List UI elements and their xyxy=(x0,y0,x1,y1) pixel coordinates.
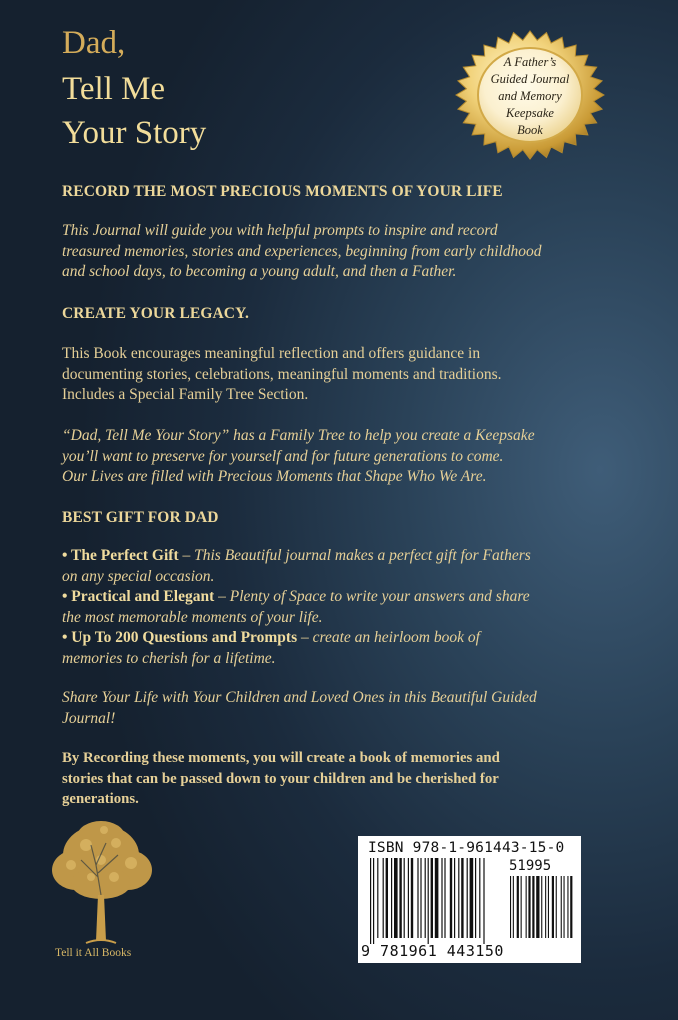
section-heading-legacy: CREATE YOUR LEGACY. xyxy=(62,305,249,322)
bullet-continuation: the most memorable moments of your life. xyxy=(62,608,323,626)
barcode-bar xyxy=(521,876,522,938)
seal-line: Book xyxy=(517,123,543,137)
publisher-name: Tell it All Books xyxy=(55,947,132,959)
barcode-bar xyxy=(428,858,429,944)
text-line: Share Your Life with Your Children and Loved Ones in this Beautiful Guided xyxy=(62,689,537,706)
legacy-paragraph xyxy=(62,344,602,406)
barcode-bar xyxy=(528,876,530,938)
gift-bullet-list xyxy=(62,546,602,669)
section-heading-record: RECORD THE MOST PRECIOUS MOMENTS OF YOUR LIFE xyxy=(62,183,503,200)
closing-paragraph xyxy=(62,748,602,810)
bullet-title: • The Perfect Gift xyxy=(62,547,179,564)
barcode-bar xyxy=(564,876,565,938)
text-line: “Dad, Tell Me Your Story” has a Family Tree to help you create a Keepsake xyxy=(62,427,535,444)
barcode-bar xyxy=(532,876,534,938)
barcode-bar xyxy=(373,858,374,944)
barcode-bar xyxy=(467,858,468,938)
bullet-title: • Practical and Elegant xyxy=(62,588,215,605)
barcode-bar xyxy=(411,858,413,938)
bullet-item xyxy=(62,587,602,608)
section-heading-gift: BEST GIFT FOR DAD xyxy=(62,509,219,526)
barcode-bar xyxy=(370,858,371,944)
text-line: you’ll want to preserve for yourself and for future generations to come. xyxy=(62,447,504,465)
bullet-continuation: on any special occasion. xyxy=(62,567,215,585)
isbn-barcode xyxy=(358,836,581,963)
family-tree-paragraph xyxy=(62,426,602,488)
seal-text xyxy=(488,54,572,139)
barcode-bar xyxy=(404,858,405,938)
text-line: documenting stories, celebrations, meaningful moments and traditions. xyxy=(62,365,502,383)
bullet-continuation: memories to cherish for a lifetime. xyxy=(62,649,276,667)
barcode-bar xyxy=(556,876,557,938)
text-line: treasured memories, stories and experiences, beginning from early childhood xyxy=(62,242,542,260)
barcode-bar xyxy=(541,876,542,938)
barcode-bar xyxy=(450,858,452,938)
bullet-title: • Up To 200 Questions and Prompts xyxy=(62,629,298,646)
barcode-bar xyxy=(567,876,568,938)
isbn-text: ISBN 978-1-961443-15-0 xyxy=(368,840,565,856)
barcode-bar xyxy=(399,858,401,938)
bullet-text: – This Beautiful journal makes a perfect gift for Fathers xyxy=(178,547,531,564)
barcode-bar xyxy=(475,858,476,938)
barcode-bar xyxy=(431,858,433,938)
bullet-text: – create an heirloom book of xyxy=(297,629,480,646)
barcode-bar xyxy=(391,858,392,938)
text-line: Our Lives are filled with Precious Moments that Shape Who We Are. xyxy=(62,468,487,485)
barcode-bar xyxy=(513,876,514,938)
text-line: generations. xyxy=(62,791,139,807)
barcode-bar xyxy=(383,858,384,938)
tree-logo-icon xyxy=(46,815,156,960)
barcode-bar xyxy=(479,858,480,938)
text-line: By Recording these moments, you will create a book of memories and xyxy=(62,750,500,766)
text-line: Includes a Special Family Tree Section. xyxy=(62,386,309,403)
barcode-bar xyxy=(408,858,409,938)
title-line-3: Your Story xyxy=(62,115,207,151)
barcode-bar xyxy=(377,858,378,938)
text-line: Journal! xyxy=(62,709,116,727)
barcode-bar xyxy=(386,858,388,938)
barcode-bar xyxy=(461,858,463,938)
barcode-bar xyxy=(552,876,554,938)
seal-line: Guided Journal xyxy=(490,72,570,86)
seal-line: Keepsake xyxy=(506,106,554,120)
barcode-bar xyxy=(420,858,421,938)
text-line: This Book encourages meaningful reflection and offers guidance in xyxy=(62,345,481,362)
barcode-bar xyxy=(425,858,426,938)
barcode-bar xyxy=(536,876,539,938)
barcode-bar xyxy=(454,858,455,938)
price-code: 51995 xyxy=(509,858,552,874)
seal-line: and Memory xyxy=(498,89,562,103)
barcode-bar xyxy=(444,858,445,938)
barcode-bar xyxy=(470,858,474,938)
barcode-bar xyxy=(570,876,572,938)
barcode-bar xyxy=(517,876,519,938)
barcode-bar xyxy=(435,858,439,938)
bullet-item xyxy=(62,546,602,567)
bullet-text: – Plenty of Space to write your answers and share xyxy=(214,588,530,605)
barcode-bar xyxy=(548,876,549,938)
text-line: stories that can be passed down to your children and be cherished for xyxy=(62,770,499,787)
barcode-bar xyxy=(417,858,418,938)
title-line-1: Dad, xyxy=(62,25,126,61)
text-line: and school days, to becoming a young adult, and then a Father. xyxy=(62,263,457,280)
barcode-bar xyxy=(510,876,511,938)
barcode-bar xyxy=(394,858,398,938)
barcode-bar xyxy=(561,876,562,938)
text-line: This Journal will guide you with helpful prompts to inspire and record xyxy=(62,222,498,239)
seal-line: A Father’s xyxy=(503,55,557,69)
barcode-bar xyxy=(483,858,484,944)
share-paragraph xyxy=(62,688,602,729)
barcode-bar xyxy=(441,858,442,938)
barcode-bar xyxy=(526,876,527,938)
barcode-bar xyxy=(545,876,546,938)
title-line-2: Tell Me xyxy=(62,71,166,107)
section-intro-paragraph xyxy=(62,221,602,283)
ean-digits: 9 781961 443150 xyxy=(361,942,504,960)
gold-seal-badge xyxy=(455,30,605,160)
barcode-bar xyxy=(458,858,459,938)
bullet-item xyxy=(62,628,602,649)
